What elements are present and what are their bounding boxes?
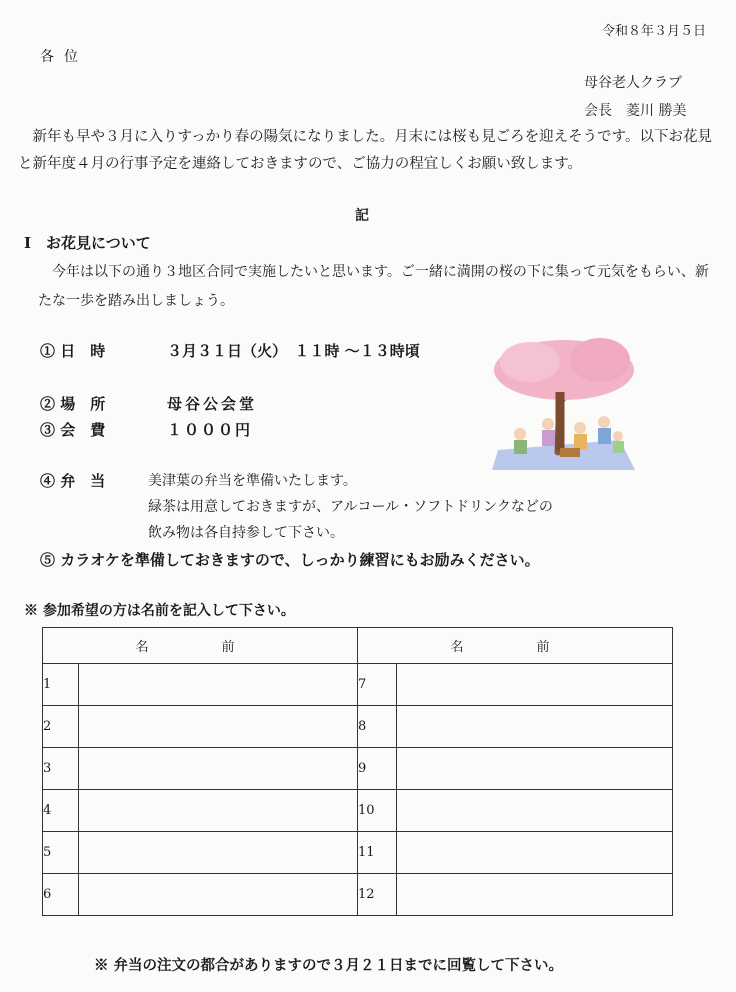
table-row — [43, 874, 673, 916]
person-body — [514, 440, 527, 454]
cherry-blossom-picnic-illustration — [490, 332, 640, 472]
blossom-cluster-left — [500, 342, 560, 382]
name-cell[interactable] — [397, 790, 673, 832]
blossom-cluster-right — [570, 338, 630, 382]
place-value: 母谷公会堂 — [167, 395, 258, 413]
person-head — [574, 422, 586, 434]
row-number: 7 — [358, 664, 397, 706]
row-number: 11 — [358, 832, 397, 874]
intro-paragraph: 新年も早や３月に入りすっかり春の陽気になりました。月末には桜も見ごろを迎えそうです。以下お花見と新年度４月の行事予定を連絡しておきますので、ご協力の程宜しくお願い致します。 — [18, 129, 712, 172]
place-label: ② 場 所 — [40, 395, 106, 413]
row-number: 2 — [43, 706, 79, 748]
president-name: 会長 菱川 勝美 — [584, 103, 687, 119]
row-number: 3 — [43, 748, 79, 790]
row-number: 10 — [358, 790, 397, 832]
person-body — [598, 428, 611, 444]
date-label: ① 日 時 — [40, 342, 106, 360]
person-head — [613, 431, 623, 441]
name-cell[interactable] — [79, 874, 358, 916]
person-head — [598, 416, 610, 428]
name-header-left: 名 前 — [43, 628, 358, 664]
section-title: Ⅰ お花見について — [24, 234, 151, 252]
name-cell[interactable] — [79, 832, 358, 874]
ki-heading: 記 — [355, 208, 369, 224]
signup-table — [42, 627, 673, 916]
table-row — [43, 748, 673, 790]
person-body — [574, 434, 587, 449]
signup-note: ※ 参加希望の方は名前を記入して下さい。 — [24, 603, 295, 619]
name-cell[interactable] — [79, 706, 358, 748]
table-row — [43, 832, 673, 874]
bento-line-2: 緑茶は用意しておきますが、アルコール・ソフトドリンクなどの — [148, 499, 553, 515]
document-date: 令和８年３月５日 — [601, 24, 706, 39]
section-body: 今年は以下の通り３地区合同で実施したいと思います。ご一緒に満開の桜の下に集って元気をもらい、新たな一歩を踏み出しましょう。 — [38, 264, 709, 309]
footer-note: ※ 弁当の注文の都合がありますので３月２１日までに回覧して下さい。 — [94, 957, 564, 974]
name-cell[interactable] — [397, 706, 673, 748]
name-cell[interactable] — [79, 748, 358, 790]
bento-box — [560, 448, 580, 457]
row-number: 1 — [43, 664, 79, 706]
table-row — [43, 706, 673, 748]
row-number: 9 — [358, 748, 397, 790]
row-number: 4 — [43, 790, 79, 832]
bento-line-3: 飲み物は各自持参して下さい。 — [148, 525, 344, 541]
person-body — [542, 430, 555, 446]
bento-label: ④ 弁 当 — [40, 472, 106, 490]
fee-value: １０００円 — [167, 421, 253, 439]
fee-label: ③ 会 費 — [40, 421, 106, 439]
row-number: 8 — [358, 706, 397, 748]
karaoke-note: ⑤ カラオケを準備しておきますので、しっかり練習にもお励みください。 — [40, 551, 540, 569]
name-cell[interactable] — [397, 664, 673, 706]
person-body — [613, 441, 624, 453]
addressee: 各位 — [40, 49, 88, 65]
table-row — [43, 790, 673, 832]
table-row — [43, 664, 673, 706]
bento-details — [148, 468, 553, 546]
person-head — [514, 428, 526, 440]
name-cell[interactable] — [397, 748, 673, 790]
row-number: 12 — [358, 874, 397, 916]
name-cell[interactable] — [397, 832, 673, 874]
row-number: 5 — [43, 832, 79, 874]
date-value: ３月３１日（火） １１時 ～１３時頃 — [167, 342, 420, 360]
bento-line-1: 美津葉の弁当を準備いたします。 — [148, 473, 357, 489]
person-head — [542, 418, 554, 430]
table-header-row — [43, 628, 673, 664]
name-cell[interactable] — [79, 664, 358, 706]
name-cell[interactable] — [397, 874, 673, 916]
organization-name: 母谷老人クラブ — [584, 75, 682, 91]
name-cell[interactable] — [79, 790, 358, 832]
name-header-right: 名 前 — [358, 628, 673, 664]
row-number: 6 — [43, 874, 79, 916]
